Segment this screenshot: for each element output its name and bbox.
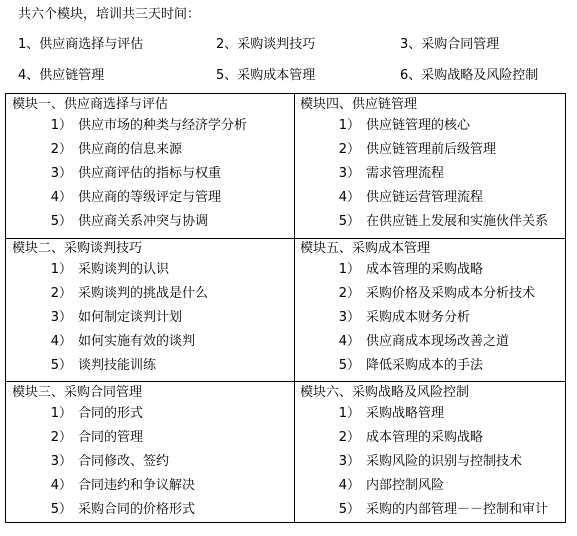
- item-number: 1）: [338, 262, 360, 277]
- module-item-list: [300, 258, 577, 378]
- item-text: 供应商成本现场改善之道: [366, 334, 510, 349]
- item-number: 5）: [50, 358, 72, 373]
- list-item: [12, 498, 294, 522]
- item-text: 合同违约和争议解决: [78, 478, 196, 493]
- list-item: [12, 354, 294, 378]
- list-item: [12, 114, 294, 138]
- item-number: 1）: [338, 406, 360, 421]
- item-number: 2）: [50, 142, 72, 157]
- table-divider-row-1: [6, 238, 565, 239]
- intro-text: 共六个模块，培训共三天时间：: [18, 7, 201, 22]
- item-text: 如何制定谈判计划: [78, 310, 183, 325]
- list-item: [12, 162, 294, 186]
- item-number: 1）: [338, 118, 360, 133]
- item-text: 采购战略管理: [366, 406, 445, 421]
- list-item: [300, 402, 577, 426]
- module-cell: [300, 96, 577, 234]
- item-number: 2）: [338, 430, 360, 445]
- item-text: 合同修改、签约: [78, 454, 170, 469]
- item-text: 采购价格及采购成本分析技术: [366, 286, 536, 301]
- item-text: 谈判技能训练: [78, 358, 157, 373]
- module-summary-1: 1、供应商选择与评估: [18, 37, 144, 52]
- item-number: 5）: [50, 214, 72, 229]
- module-item-list: [12, 402, 294, 522]
- item-number: 2）: [50, 286, 72, 301]
- table-divider-vertical: [294, 94, 295, 522]
- item-number: 3）: [50, 454, 72, 469]
- item-number: 5）: [338, 358, 360, 373]
- list-item: [300, 282, 577, 306]
- list-item: [12, 474, 294, 498]
- item-text: 合同的形式: [78, 406, 144, 421]
- module-summary-3: 3、采购合同管理: [400, 37, 500, 52]
- list-item: [300, 306, 577, 330]
- module-item-list: [12, 258, 294, 378]
- list-item: [12, 282, 294, 306]
- item-number: 4）: [50, 334, 72, 349]
- item-number: 5）: [50, 502, 72, 517]
- list-item: [300, 162, 577, 186]
- item-text: 成本管理的采购战略: [366, 262, 484, 277]
- item-number: 3）: [50, 166, 72, 181]
- list-item: [12, 210, 294, 234]
- module-title: 模块六、采购战略及风险控制: [300, 385, 470, 400]
- item-number: 5）: [338, 502, 360, 517]
- item-number: 4）: [338, 334, 360, 349]
- item-number: 2）: [50, 430, 72, 445]
- list-item: [300, 426, 577, 450]
- table-divider-row-2: [6, 381, 565, 382]
- module-table: [5, 93, 566, 523]
- item-text: 供应商的等级评定与管理: [78, 190, 222, 205]
- list-item: [300, 114, 577, 138]
- item-text: 合同的管理: [78, 430, 144, 445]
- module-cell: [12, 96, 294, 234]
- module-cell: [300, 384, 577, 522]
- item-number: 4）: [50, 478, 72, 493]
- list-item: [300, 354, 577, 378]
- item-text: 供应链管理前后级管理: [366, 142, 497, 157]
- item-text: 成本管理的采购战略: [366, 430, 484, 445]
- item-text: 降低采购成本的手法: [366, 358, 484, 373]
- item-text: 需求管理流程: [366, 166, 445, 181]
- item-text: 如何实施有效的谈判: [78, 334, 196, 349]
- item-number: 2）: [338, 286, 360, 301]
- module-summary-4: 4、供应链管理: [18, 68, 105, 83]
- list-item: [300, 474, 577, 498]
- list-item: [12, 450, 294, 474]
- list-item: [12, 330, 294, 354]
- item-text: 采购风险的识别与控制技术: [366, 454, 523, 469]
- item-number: 5）: [338, 214, 360, 229]
- item-text: 采购合同的价格形式: [78, 502, 196, 517]
- item-text: 在供应链上发展和实施伙伴关系: [366, 214, 549, 229]
- item-text: 供应商关系冲突与协调: [78, 214, 209, 229]
- item-text: 供应商评估的指标与权重: [78, 166, 222, 181]
- list-item: [12, 258, 294, 282]
- module-summary-5: 5、采购成本管理: [216, 68, 316, 83]
- list-item: [12, 306, 294, 330]
- item-number: 3）: [338, 310, 360, 325]
- module-title: 模块二、采购谈判技巧: [12, 241, 143, 256]
- item-number: 4）: [50, 190, 72, 205]
- list-item: [12, 186, 294, 210]
- item-number: 1）: [50, 118, 72, 133]
- list-item: [300, 450, 577, 474]
- item-text: 采购的内部管理－－控制和审计: [366, 502, 549, 517]
- item-text: 采购谈判的认识: [78, 262, 170, 277]
- list-item: [300, 330, 577, 354]
- module-item-list: [300, 114, 577, 234]
- item-text: 供应商的信息来源: [78, 142, 183, 157]
- item-text: 供应市场的种类与经济学分析: [78, 118, 248, 133]
- list-item: [300, 498, 577, 522]
- module-title: 模块五、采购成本管理: [300, 241, 431, 256]
- item-number: 3）: [50, 310, 72, 325]
- item-text: 采购谈判的挑战是什么: [78, 286, 209, 301]
- list-item: [12, 426, 294, 450]
- module-summary-6: 6、采购战略及风险控制: [400, 68, 539, 83]
- item-text: 采购成本财务分析: [366, 310, 471, 325]
- list-item: [300, 138, 577, 162]
- item-number: 3）: [338, 166, 360, 181]
- item-number: 2）: [338, 142, 360, 157]
- item-text: 供应链运营管理流程: [366, 190, 484, 205]
- module-cell: [300, 240, 577, 378]
- item-number: 3）: [338, 454, 360, 469]
- item-number: 4）: [338, 190, 360, 205]
- module-summary-2: 2、采购谈判技巧: [216, 37, 316, 52]
- item-text: 内部控制风险: [366, 478, 445, 493]
- list-item: [300, 186, 577, 210]
- module-title: 模块三、采购合同管理: [12, 385, 143, 400]
- module-cell: [12, 240, 294, 378]
- list-item: [300, 210, 577, 234]
- module-title: 模块四、供应链管理: [300, 97, 418, 112]
- module-item-list: [300, 402, 577, 522]
- module-cell: [12, 384, 294, 522]
- item-number: 4）: [338, 478, 360, 493]
- item-text: 供应链管理的核心: [366, 118, 471, 133]
- module-title: 模块一、供应商选择与评估: [12, 97, 169, 112]
- module-item-list: [12, 114, 294, 234]
- item-number: 1）: [50, 262, 72, 277]
- list-item: [300, 258, 577, 282]
- list-item: [12, 402, 294, 426]
- list-item: [12, 138, 294, 162]
- item-number: 1）: [50, 406, 72, 421]
